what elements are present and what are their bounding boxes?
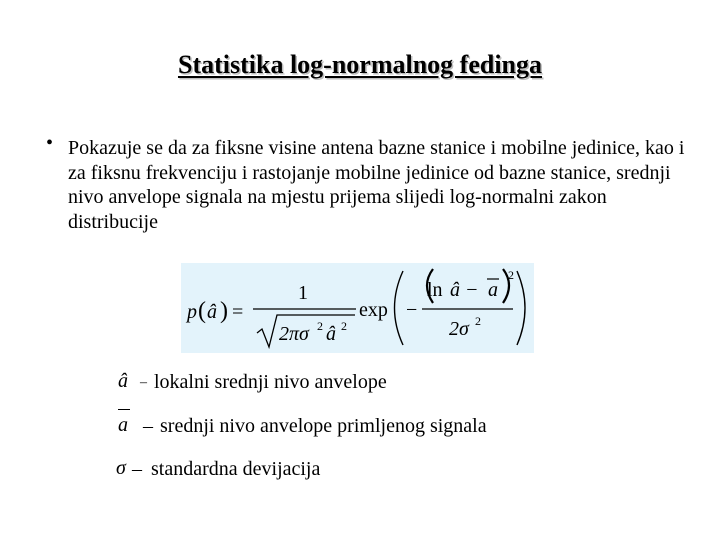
exp-open-paren (395, 271, 404, 345)
formula-svg (181, 263, 534, 353)
formula-radicand: 2πσ (279, 323, 309, 345)
legend-a-bar-overline (118, 409, 130, 410)
lognormal-formula (181, 263, 534, 353)
legend-dash-2: – (143, 415, 153, 437)
legend-text-3: standardna devijacija (151, 458, 321, 480)
formula-lhs-func: p (187, 301, 197, 323)
formula-denominator-exp: 2 (475, 314, 481, 328)
formula-denominator: 2σ (449, 318, 469, 340)
formula-a-bar: a (488, 279, 498, 301)
formula-exp: exp (359, 299, 388, 321)
formula-minus: − (406, 299, 418, 321)
formula-outer-exp: 2 (508, 268, 514, 282)
formula-lhs-arg: â (207, 301, 217, 323)
legend-dash-3: – (132, 458, 142, 480)
legend-text-1: lokalni srednji nivo anvelope (154, 371, 387, 393)
formula-radicand-var-exp: 2 (341, 319, 347, 333)
formula-lhs-open: ( (198, 298, 206, 324)
legend-text-2: srednji nivo anvelope primljenog signala (160, 415, 487, 437)
formula-lhs-close: ) (220, 298, 228, 324)
legend-symbol-a-bar: a (118, 414, 128, 436)
formula-equals: = (232, 301, 244, 323)
formula-radicand-var: â (326, 323, 336, 345)
legend-symbol-a-hat: â (118, 370, 128, 392)
bullet-paragraph: Pokazuje se da za fiksne visine antena bazne stanice i mobilne jedinice, kao i za fiksnu frekvenciju i rastojanje mobilne jedinice od bazne stanice, srednji nivo anvelope signala na mjestu prijema slijedi log-normalni zakon distribucije (68, 137, 685, 233)
formula-ln: ln (427, 279, 443, 301)
formula-inner-expr: â − (450, 279, 479, 301)
formula-radicand-exp: 2 (317, 319, 323, 333)
bullet-marker: • (46, 132, 54, 154)
slide-title: Statistika log-normalnog fedinga (177, 50, 543, 79)
legend-dash-1: – (140, 375, 147, 390)
legend-symbol-sigma: σ (116, 457, 126, 479)
formula-numerator: 1 (298, 282, 308, 304)
exp-close-paren (517, 271, 525, 345)
